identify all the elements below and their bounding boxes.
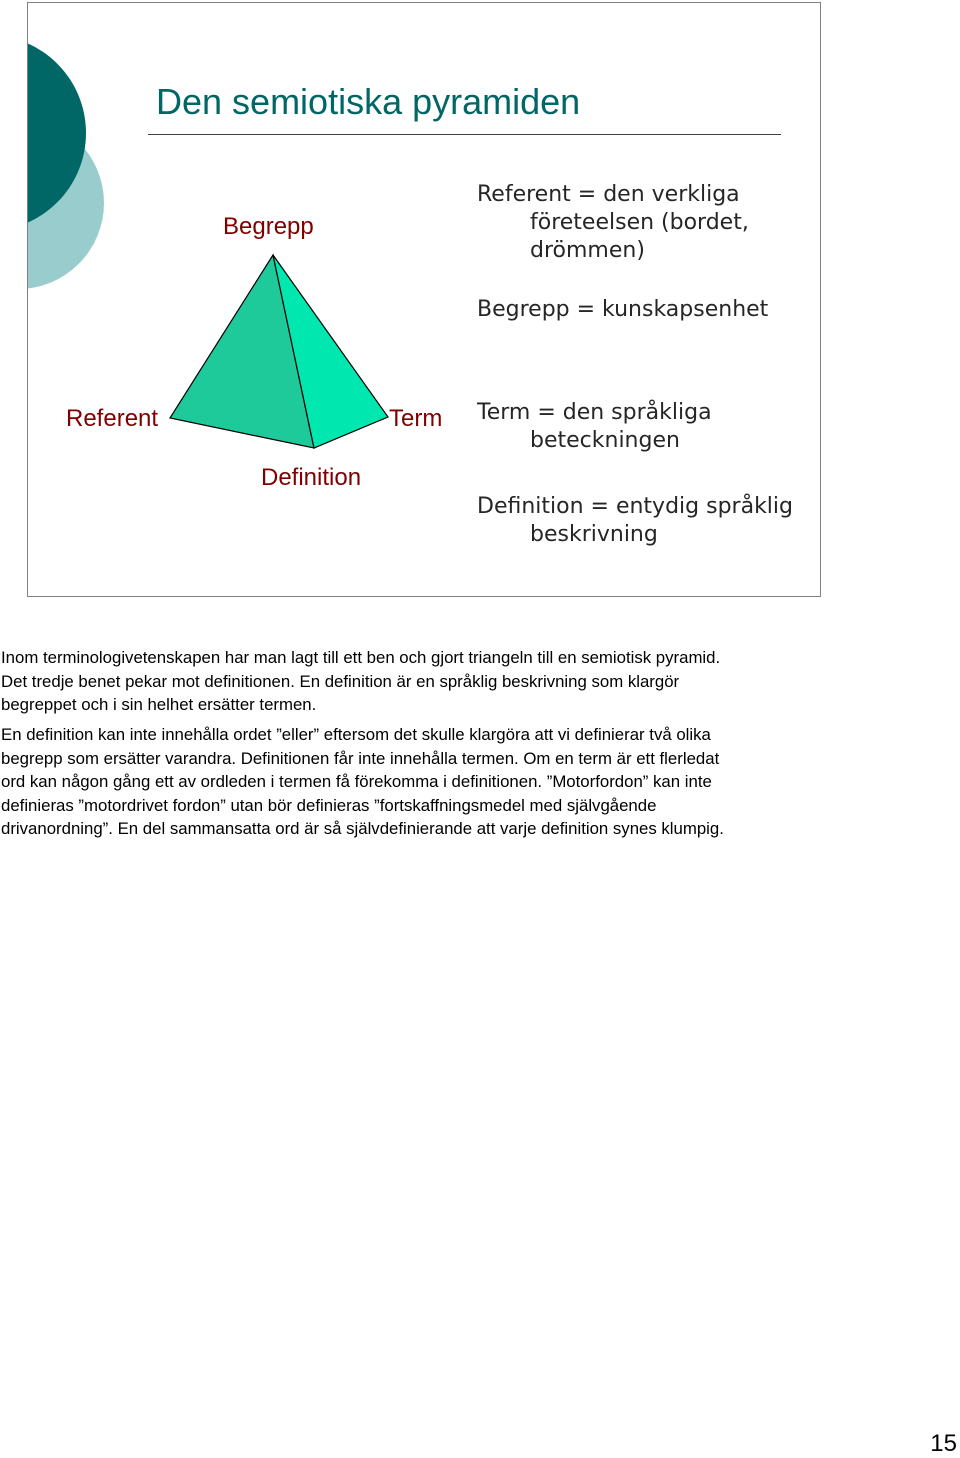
definition-first-line: Term = den språkliga bbox=[477, 400, 712, 425]
definition-first-line: Definition = entydig språklig bbox=[477, 494, 793, 519]
pyramid-label-left: Referent bbox=[66, 405, 159, 432]
page-number: 15 bbox=[930, 1430, 957, 1457]
definition-first-line: Begrepp = kunskapsenhet bbox=[477, 297, 769, 322]
paragraph-line: Inom terminologivetenskapen har man lagt till ett ben och gjort triangeln till en semiotisk pyramid. bbox=[1, 648, 721, 667]
definition-item bbox=[477, 181, 817, 265]
paragraph-line: definieras ”motordrivet fordon” utan bör definieras ”fortskaffningsmedel med självgående bbox=[1, 795, 657, 815]
definition-item bbox=[477, 399, 817, 455]
slide-title: Den semiotiska pyramiden bbox=[156, 81, 581, 122]
pyramid-label-right: Term bbox=[389, 405, 443, 432]
paragraph bbox=[1, 723, 951, 841]
paragraph-line: Det tredje benet pekar mot definitionen. En definition är en språklig beskrivning som klargör bbox=[1, 671, 680, 691]
paragraph-line: ord kan någon gång ett av ordleden i termen få förekomma i definitionen. ”Motorfordon” kan inte bbox=[1, 772, 712, 791]
paragraph-line: drivanordning”. En del sammansatta ord är så självdefinierande att varje definition synes klumpig. bbox=[1, 819, 724, 838]
paragraph bbox=[1, 646, 951, 717]
paragraph-line: En definition kan inte innehålla ordet ”eller” eftersom det skulle klargöra att vi definierar två olika bbox=[1, 725, 711, 744]
definition-item bbox=[477, 296, 817, 324]
definition-continuation: drömmen) bbox=[530, 238, 645, 263]
definition-continuation: beteckningen bbox=[530, 428, 680, 453]
definition-continuation: beskrivning bbox=[530, 522, 658, 547]
definition-continuation: företeelsen (bordet, bbox=[530, 210, 749, 235]
slide-panel bbox=[27, 2, 821, 597]
definition-item bbox=[477, 493, 817, 549]
definition-first-line: Referent = den verkliga bbox=[477, 182, 740, 207]
pyramid-label-top: Begrepp bbox=[223, 213, 314, 240]
paragraph-line: begreppet och i sin helhet ersätter termen. bbox=[1, 695, 317, 714]
pyramid-label-bottom: Definition bbox=[261, 464, 362, 491]
paragraph-line: begrepp som ersätter varandra. Definitionen får inte innehålla termen. Om en term är ett flerledat bbox=[1, 748, 720, 768]
